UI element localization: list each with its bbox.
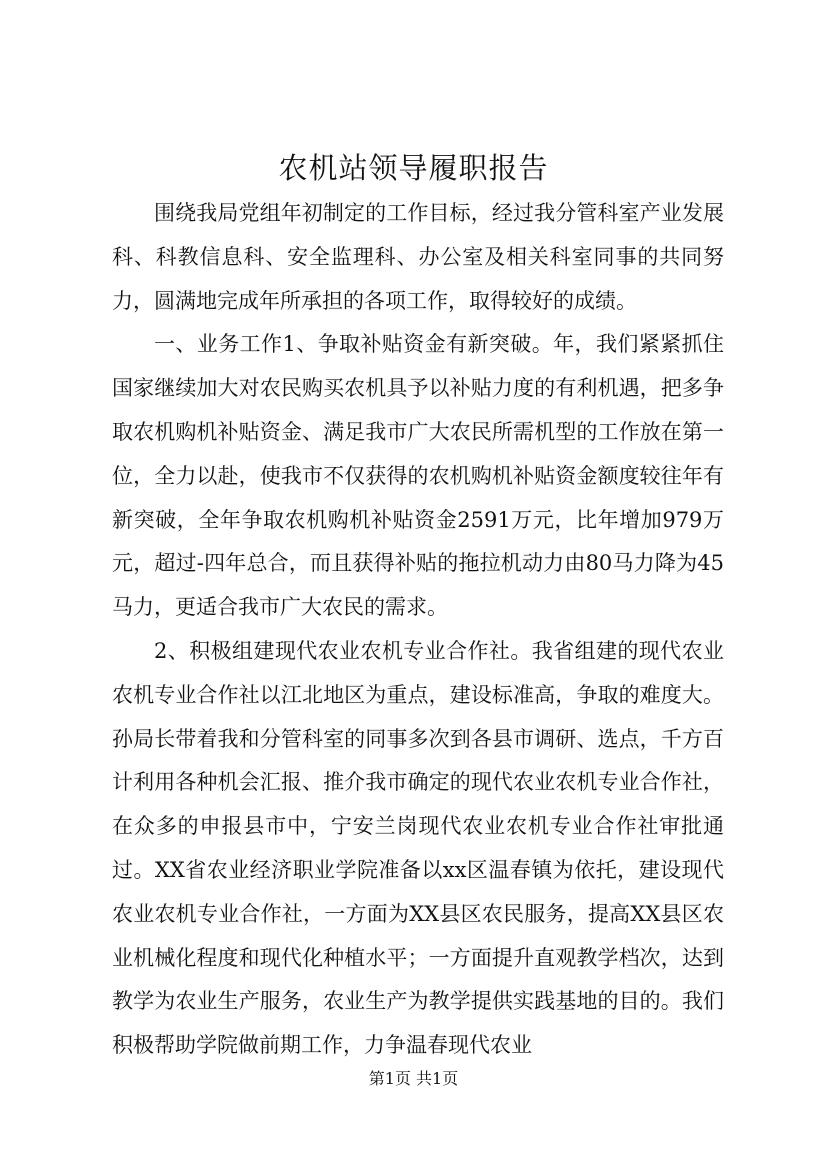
page-footer [0,1068,827,1090]
paragraph-intro: 围绕我局党组年初制定的工作目标，经过我分管科室产业发展科、科教信息科、安全监理科、办公室及相关科室同事的共同努力，圆满地完成年所承担的各项工作，取得较好的成绩。 [112,201,724,313]
paragraph-subsidy: 一、业务工作1、争取补贴资金有新突破。年，我们紧紧抓住国家继续加大对农民购买农机具予以补贴力度的有利机遇，把多争取农机购机补贴资金、满足我市广大农民所需机型的工作放在第一位，全力以赴，使我市不仅获得的农机购机补贴资金额度较往年有新突破，全年争取农机购机补贴资金2591万元，比年增加979万元，超过-四年总合，而且获得补贴的拖拉机动力由80马力降为45马力，更适合我市广大农民的需求。 [112,332,724,620]
document-body [112,192,724,1068]
document-title: 农机站领导履职报告 [278,151,549,185]
page-number-label: 第1页 共1页 [368,1069,459,1088]
paragraph-cooperative: 2、积极组建现代农业农机专业合作社。我省组建的现代农业农机专业合作社以江北地区为重点，建设标准高，争取的难度大。孙局长带着我和分管科室的同事多次到各县市调研、选点，千方百计利用各种机会汇报、推介我市确定的现代农业农机专业合作社，在众多的申报县市中，宁安兰岗现代农业农机专业合作社审批通过。XX省农业经济职业学院准备以xx区温春镇为依托，建设现代农业农机专业合作社，一方面为XX县区农民服务，提高XX县区农业机械化程度和现代化种植水平；一方面提升直观教学档次，达到教学为农业生产服务，农业生产为教学提供实践基地的目的。我们积极帮助学院做前期工作，力争温春现代农业 [112,638,724,1058]
